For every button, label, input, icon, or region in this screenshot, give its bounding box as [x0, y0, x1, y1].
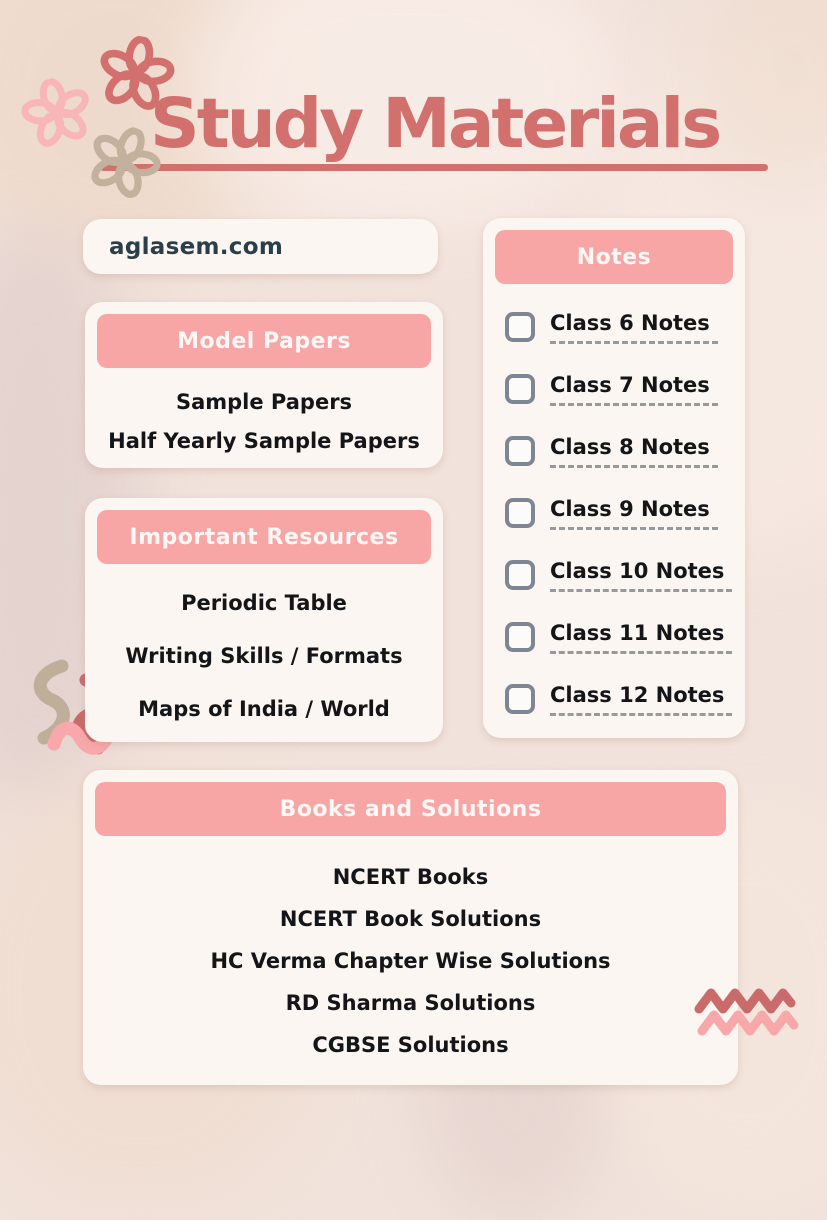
site-card: [83, 219, 438, 274]
class-7-notes-checkbox[interactable]: [505, 374, 535, 404]
class-10-notes-checkbox[interactable]: [505, 560, 535, 590]
note-row: [505, 544, 745, 606]
notes-card: [483, 218, 745, 738]
books-item: NCERT Book Solutions: [279, 907, 542, 931]
model-papers-card: [85, 302, 443, 468]
class-9-notes-checkbox[interactable]: [505, 498, 535, 528]
note-label: Class 9 Notes: [550, 497, 718, 530]
title-underline: [100, 164, 768, 171]
model-papers-item: Half Yearly Sample Papers: [108, 428, 420, 453]
model-papers-header: Model Papers: [97, 314, 431, 368]
class-12-notes-checkbox[interactable]: [505, 684, 535, 714]
note-row: [505, 482, 745, 544]
note-label: Class 12 Notes: [550, 683, 732, 716]
important-resources-card: [85, 498, 443, 742]
books-and-solutions-card: [83, 770, 738, 1085]
class-8-notes-checkbox[interactable]: [505, 436, 535, 466]
class-11-notes-checkbox[interactable]: [505, 622, 535, 652]
note-label: Class 7 Notes: [550, 373, 718, 406]
notes-header: Notes: [495, 230, 733, 284]
note-row: [505, 296, 745, 358]
note-row: [505, 358, 745, 420]
page-title: Study Materials: [150, 84, 720, 164]
note-row: [505, 668, 745, 730]
note-label: Class 10 Notes: [550, 559, 732, 592]
important-resources-header: Important Resources: [97, 510, 431, 564]
model-papers-item: Sample Papers: [175, 389, 353, 414]
important-resources-item: Periodic Table: [181, 590, 347, 615]
books-item: NCERT Books: [332, 865, 489, 889]
note-row: [505, 606, 745, 668]
rose-flower-icon: [92, 30, 180, 118]
note-label: Class 11 Notes: [550, 621, 732, 654]
books-item: CGBSE Solutions: [312, 1033, 509, 1057]
books-item: RD Sharma Solutions: [285, 991, 536, 1015]
note-label: Class 6 Notes: [550, 311, 718, 344]
site-label: aglasem.com: [109, 233, 284, 260]
pink-zigzag-icon: [697, 1008, 799, 1038]
books-and-solutions-header: Books and Solutions: [95, 782, 726, 836]
important-resources-item: Writing Skills / Formats: [125, 643, 403, 668]
books-item: HC Verma Chapter Wise Solutions: [210, 949, 611, 973]
note-label: Class 8 Notes: [550, 435, 718, 468]
important-resources-item: Maps of India / World: [138, 696, 390, 721]
note-row: [505, 420, 745, 482]
class-6-notes-checkbox[interactable]: [505, 312, 535, 342]
